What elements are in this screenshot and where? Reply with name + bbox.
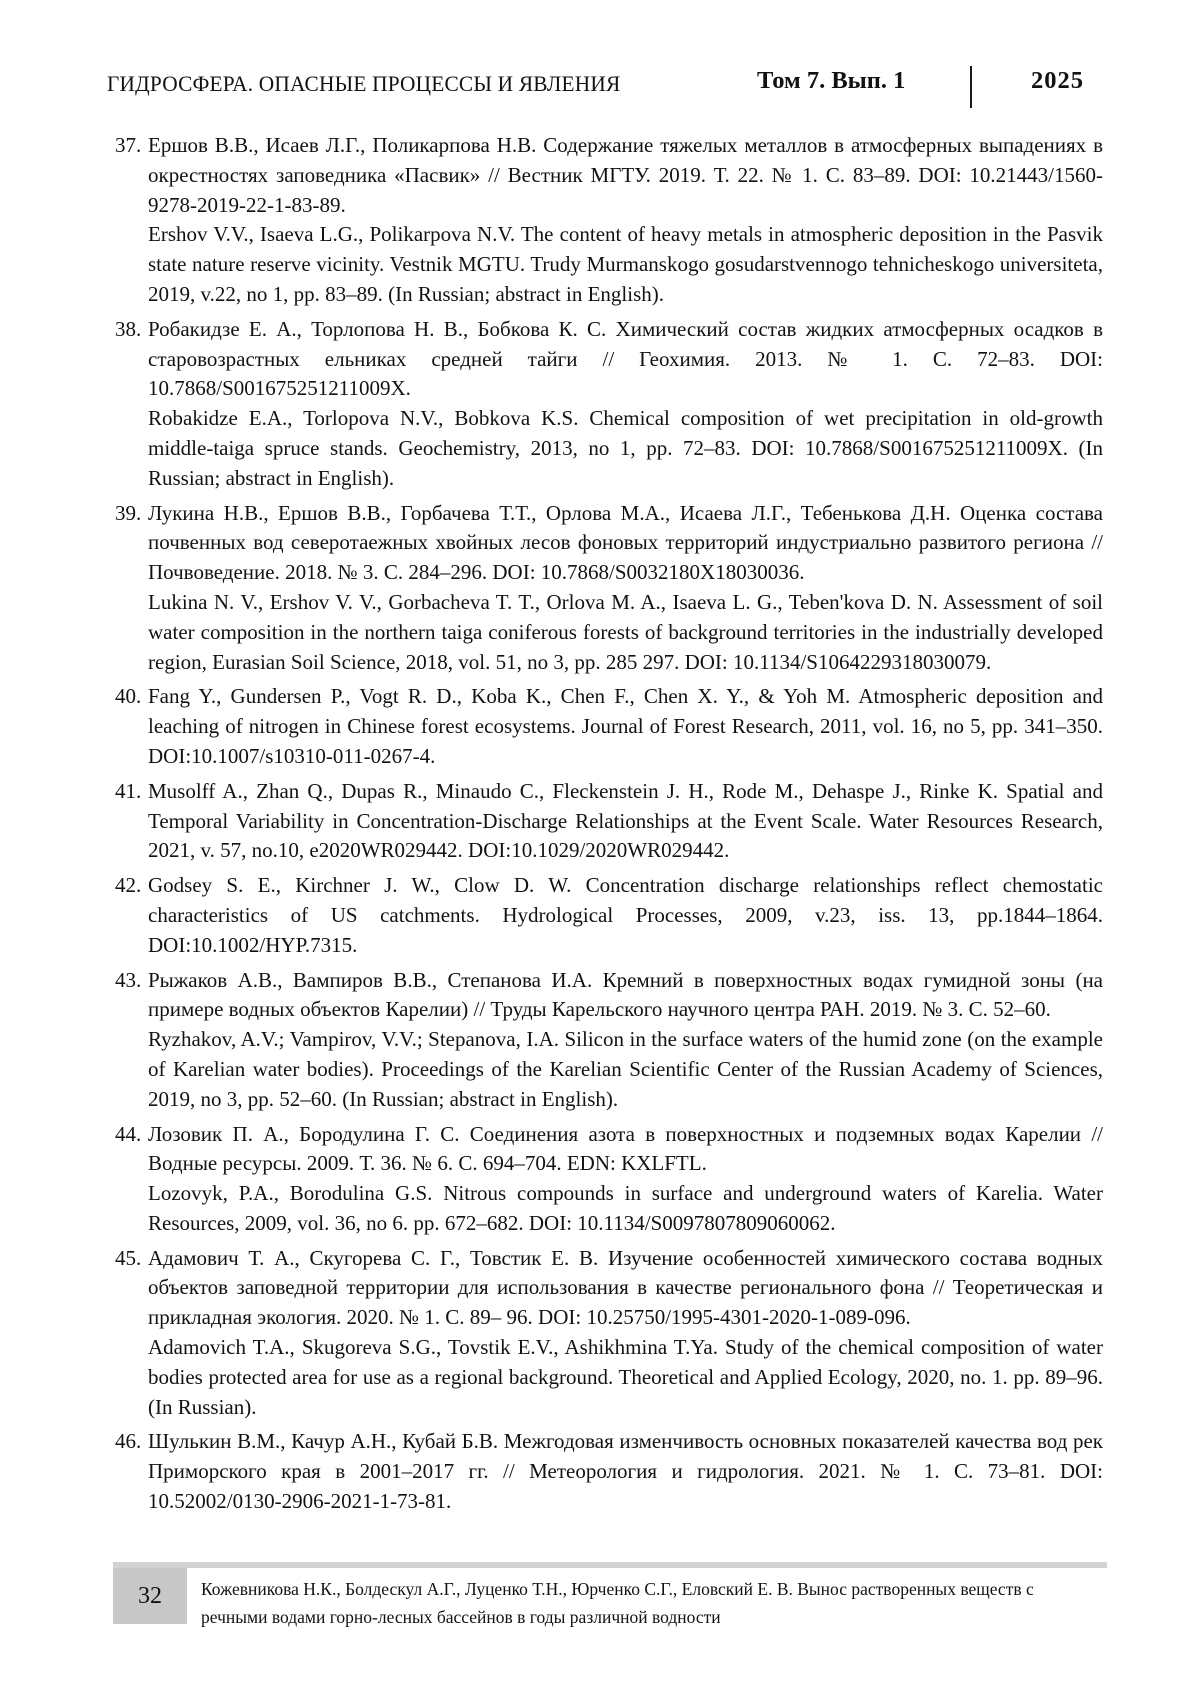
reference-number: 40. [115,684,142,709]
page-header [0,62,1200,122]
reference-item [115,777,1103,866]
reference-text-transliterated: Ryzhakov, A.V.; Vampirov, V.V.; Stepanova, I.A. Silicon in the surface waters of the humid zone (on the example of Karelian water bodies). Proceedings of the Karelian Scientific Center of the Russian Academy of Sciences, 2019, no 3, pp. 52–60. (In Russian; abstract in English). [148,1027,1103,1111]
page-number-box [113,1568,187,1624]
reference-item [115,1244,1103,1423]
reference-item [115,682,1103,771]
reference-text-original: Musolff A., Zhan Q., Dupas R., Minaudo C., Fleckenstein J. H., Rode M., Dehaspe J., Rinke K. Spatial and Temporal Variability in Concentration-Discharge Relationships at the Event Scale. Water Resources Research, 2021, v. 57, no.10, e2020WR029442. DOI:10.1029/2020WR029442. [148,778,1103,863]
publication-year: 2025 [1031,67,1084,94]
reference-item [115,1427,1103,1516]
reference-number: 37. [115,133,142,157]
footer-citation: Кожевникова Н.К., Болдескул А.Г., Луценко Т.Н., Юрченко С.Г., Еловский Е. В. Вынос растворенных веществ с речными водами горно-лесных бассейнов в годы различной водности [201,1579,1034,1627]
journal-title: ГИДРОСФЕРА. ОПАСНЫЕ ПРОЦЕССЫ И ЯВЛЕНИЯ [107,71,621,96]
reference-item [115,499,1103,678]
reference-number: 44. [115,1121,142,1146]
reference-text-original: Ершов В.В., Исаев Л.Г., Поликарпова Н.В. Содержание тяжелых металлов в атмосферных выпадениях в окрестностях заповедника «Пасвик» // Вестник МГТУ. 2019. Т. 22. № 1. С. 83–89. DOI: 10.21443/1560-9278-2019-22-1-83-89. [148,133,1103,217]
reference-text-original: Godsey S. E., Kirchner J. W., Clow D. W. Concentration discharge relationships reflect chemostatic characteristics of US catchments. Hydrological Processes, 2009, v.23, iss. 13, pp.1844–1864. DOI:10.1002/HYP.7315. [148,873,1103,957]
reference-text-original: Робакидзе Е. А., Торлопова Н. В., Бобкова К. С. Химический состав жидких атмосферных осадков в старовозрастных ельниках средней тайги // Геохимия. 2013. № 1. С. 72–83. DOI: 10.7868/S001675251211009X. [148,316,1103,401]
page-number: 32 [138,1582,162,1609]
reference-text-original: Адамович Т. А., Скугорева С. Г., Товстик Е. В. Изучение особенностей химического состава водных объектов заповедной территории для использования в качестве регионального фона // Теоретическая и прикладная экология. 2020. № 1. С. 89– 96. DOI: 10.25750/1995-4301-2020-1-089-096. [148,1245,1103,1330]
reference-number: 43. [115,967,142,992]
page-footer [113,1562,1107,1631]
volume-issue: Том 7. Вып. 1 [757,67,906,94]
references-list [115,131,1103,1522]
reference-number: 38. [115,316,142,341]
reference-text-transliterated: Adamovich T.A., Skugoreva S.G., Tovstik E.V., Ashikhmina T.Ya. Study of the chemical composition of water bodies protected area for use as a regional background. Theoretical and Applied Ecology, 2020, no. 1. pp. 89–96. (In Russian). [148,1335,1103,1419]
reference-text-transliterated: Robakidze E.A., Torlopova N.V., Bobkova K.S. Chemical composition of wet precipitation in old-growth middle-taiga spruce stands. Geochemistry, 2013, no 1, pp. 72–83. DOI: 10.7868/S001675251211009X. (In Russian; abstract in English). [148,406,1103,490]
header-divider [970,66,972,108]
reference-text-transliterated: Ershov V.V., Isaeva L.G., Polikarpova N.V. The content of heavy metals in atmospheric deposition in the Pasvik state nature reserve vicinity. Vestnik MGTU. Trudy Murmanskogo gosudarstvennogo tehnicheskogo universiteta, 2019, v.22, no 1, pp. 83–89. (In Russian; abstract in English). [148,222,1103,306]
reference-text-original: Лукина Н.В., Ершов В.В., Горбачева Т.Т., Орлова М.А., Исаева Л.Г., Тебенькова Д.Н. Оценка состава почвенных вод северотаежных хвойных лесов фоновых территорий индустриально развитого региона // Почвоведение. 2018. № 3. С. 284–296. DOI: 10.7868/S0032180X18030036. [148,500,1103,585]
reference-text-original: Рыжаков А.В., Вампиров В.В., Степанова И.А. Кремний в поверхностных водах гумидной зоны (на примере водных объектов Карелии) // Труды Карельского научного центра РАН. 2019. № 3. С. 52–60. [148,967,1103,1022]
reference-number: 46. [115,1429,142,1454]
reference-text-original: Лозовик П. А., Бородулина Г. С. Соединения азота в поверхностных и подземных водах Карелии // Водные ресурсы. 2009. Т. 36. № 6. С. 694–704. EDN: KXLFTL. [148,1121,1103,1176]
reference-number: 39. [115,500,142,525]
reference-item [115,131,1103,310]
reference-text-original: Шулькин В.М., Качур А.Н., Кубай Б.В. Межгодовая изменчивость основных показателей качества вод рек Приморского края в 2001–2017 гг. // Метеорология и гидрология. 2021. № 1. С. 73–81. DOI: 10.52002/0130-2906-2021-1-73-81. [148,1429,1103,1514]
reference-text-transliterated: Lukina N. V., Ershov V. V., Gorbacheva T. T., Orlova M. A., Isaeva L. G., Teben'kova D. N. Assessment of soil water composition in the northern taiga coniferous forests of background territories in the industrially developed region, Eurasian Soil Science, 2018, vol. 51, no 3, pp. 285 297. DOI: 10.1134/S1064229318030079. [148,589,1103,674]
reference-item [115,1120,1103,1239]
reference-text-transliterated: Lozovyk, P.A., Borodulina G.S. Nitrous compounds in surface and underground waters of Karelia. Water Resources, 2009, vol. 36, no 6. pp. 672–682. DOI: 10.1134/S0097807809060062. [148,1181,1103,1235]
reference-number: 42. [115,873,142,898]
reference-number: 41. [115,778,142,803]
reference-number: 45. [115,1245,142,1270]
reference-item [115,871,1103,960]
reference-item [115,315,1103,494]
reference-item [115,966,1103,1115]
reference-text-original: Fang Y., Gundersen P., Vogt R. D., Koba K., Chen F., Chen X. Y., & Yoh M. Atmospheric deposition and leaching of nitrogen in Chinese forest ecosystems. Journal of Forest Research, 2011, vol. 16, no 5, pp. 341–350. DOI:10.1007/s10310-011-0267-4. [148,684,1103,768]
